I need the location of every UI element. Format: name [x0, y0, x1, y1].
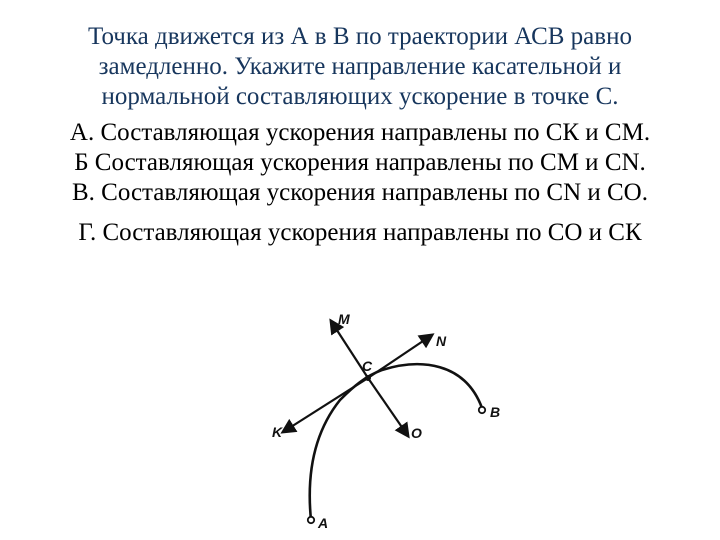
- label-n: N: [436, 333, 447, 349]
- vector-cn: [368, 335, 432, 378]
- label-o: O: [411, 425, 422, 441]
- label-m: M: [338, 311, 350, 327]
- label-k: K: [272, 424, 283, 440]
- option-d[interactable]: Г. Составляющая ускорения направлены по СО и СК: [78, 219, 642, 246]
- label-a: A: [318, 515, 329, 531]
- question-line: нормальной составляющих ускорение в точке С.: [101, 83, 619, 110]
- question-line: замедленно. Укажите направление касательной и: [98, 53, 622, 80]
- point-b: [479, 407, 485, 413]
- option-c[interactable]: В. Составляющая ускорения направлены по СN и СО.: [71, 179, 648, 206]
- point-a: [308, 517, 314, 523]
- question-line: Точка движется из А в В по траектории АСВ равно: [88, 23, 632, 50]
- point-c: [365, 375, 371, 381]
- label-b: B: [490, 404, 501, 420]
- vector-co: [368, 378, 408, 436]
- option-a[interactable]: А. Составляющая ускорения направлены по СК и СМ.: [69, 119, 651, 146]
- label-c: C: [362, 358, 373, 374]
- option-b[interactable]: Б Составляющая ускорения направлены по СМ и СN.: [74, 149, 646, 176]
- trajectory-curve: [310, 364, 482, 520]
